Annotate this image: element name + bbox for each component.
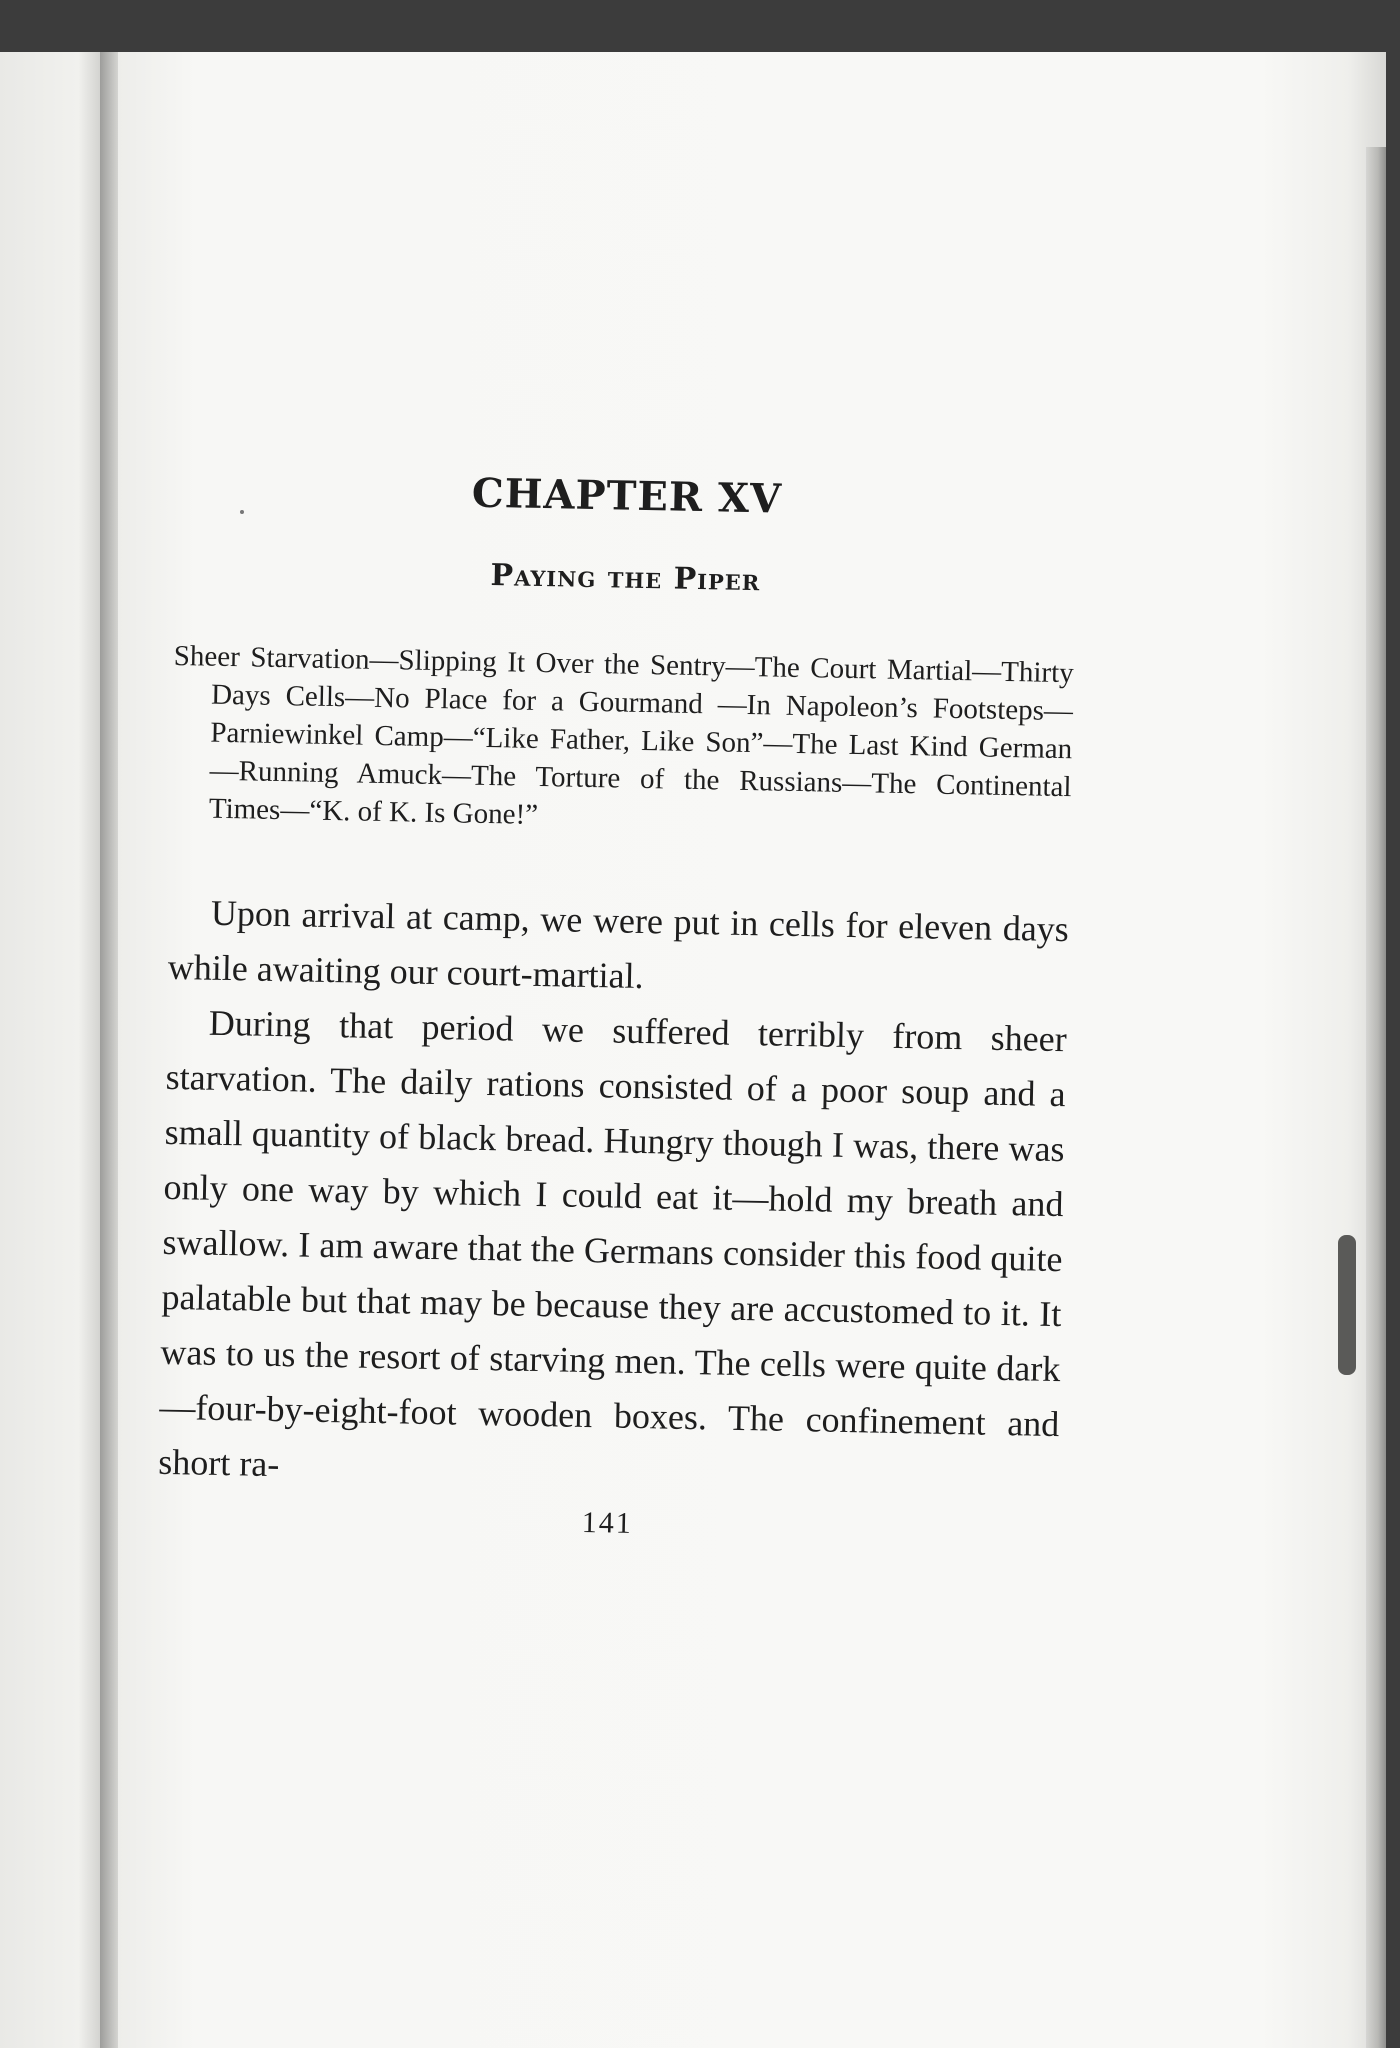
facing-page-edge — [0, 52, 112, 2048]
page-text — [157, 440, 1078, 1549]
binding-clip — [1338, 1235, 1356, 1375]
body-paragraph: During that period we suffered terribly from sheer starvation. The daily rations consisted of a poor soup and a small quantity of black bread. Hungry though I was, there was only one way by which I could eat it—hold my breath and swallow. I am aware that the Germans consider this food quite palatable but that may be because they are accustomed to it. It was to us the resort of starving men. The cells were quite dark—four-by-eight-foot wooden boxes. The confinement and short ra- — [157, 1002, 1068, 1485]
page-number: 141 — [581, 1505, 634, 1540]
chapter-synopsis: Sheer Starvation—Slipping It Over the Sentry—The Court Martial—Thirty Days Cells—No Place for a Gourmand —In Napoleon’s Footsteps—Parniewinkel Camp—“Like Father, Like Son”—The Last Kind German—Running Amuck—The Torture of the Russians—The Continental Times—“K. of K. Is Gone!” — [173, 639, 1074, 831]
chapter-subtitle: Paying the Piper — [490, 558, 761, 599]
body-paragraph: Upon arrival at camp, we were put in cells for eleven days while awaiting our court-martial. — [167, 892, 1070, 997]
page-stack-edge — [1366, 147, 1386, 2048]
chapter-title: CHAPTER XV — [471, 469, 783, 523]
